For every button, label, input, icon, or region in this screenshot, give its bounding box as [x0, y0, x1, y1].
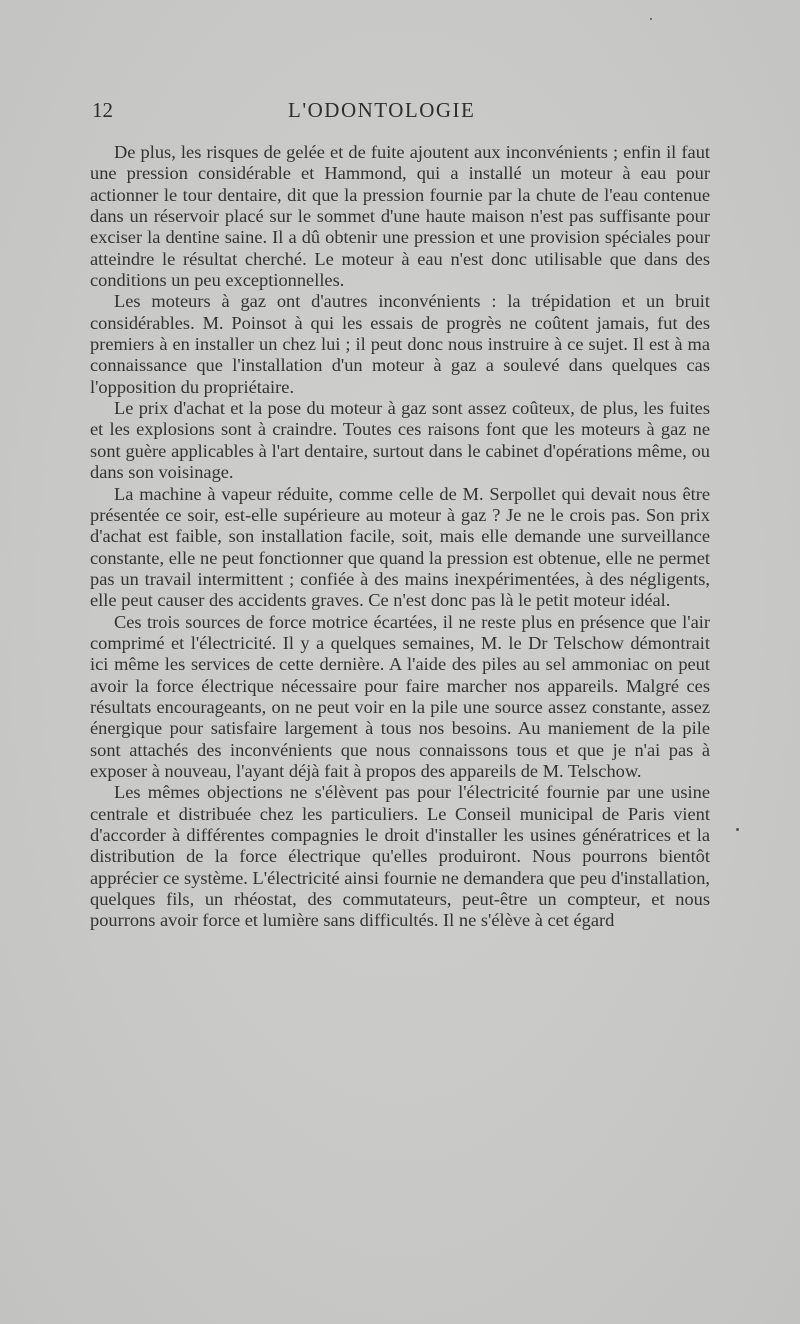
journal-title: L'ODONTOLOGIE — [288, 98, 476, 122]
paragraph-compressed-air-electricity: Ces trois sources de force motrice écartées, il ne reste plus en présence que l'air comprimé et l'électricité. Il y a quelques semaines, M. le Dr Telschow démontrait ici même les services de cette dernière. A l'aide des piles au sel ammoniac on peut avoir la force électrique nécessaire pour faire marcher nos appareils. Malgré ces résultats encourageants, on ne peut voir en la pile une source assez constante, assez énergique pour satisfaire largement à tous nos besoins. Au maniement de la pile sont attachés des inconvénients que nous connaissons tous et que je n'ai pas à exposer à nouveau, l'ayant déjà fait à propos des appareils de M. Telschow. — [90, 611, 710, 781]
paragraph-water-motor: De plus, les risques de gelée et de fuite ajoutent aux inconvénients ; enfin il faut une pression considérable et Hammond, qui a installé un moteur à eau pour actionner le tour dentaire, dit que la pression fournie par la chute de l'eau contenue dans un réservoir placé sur le sommet d'une haute maison n'est pas suffisante pour exciser la dentine saine. Il a dû obtenir une pression et une provision spéciales pour atteindre le résultat cherché. Le moteur à eau n'est donc utilisable que dans des conditions un peu exceptionnelles. — [90, 142, 710, 291]
paragraph-steam-machine: La machine à vapeur réduite, comme celle de M. Serpollet qui devait nous être présentée ce soir, est-elle supérieure au moteur à gaz ? Je ne le crois pas. Son prix d'achat est faible, son installation facile, soit, mais elle demande une surveillance constante, elle ne peut fonctionner que quand la pression est obtenue, elle ne permet pas un travail intermittent ; confiée à des mains inexpérimentées, à des négligents, elle peut causer des accidents graves. Ce n'est donc pas là le petit moteur idéal. — [90, 483, 710, 611]
page-number: 12 — [92, 98, 113, 122]
body-text — [90, 142, 710, 932]
paper-speck — [650, 18, 652, 20]
paper-speck — [736, 828, 739, 831]
running-head — [92, 98, 710, 128]
paragraph-central-electricity: Les mêmes objections ne s'élèvent pas pour l'électricité fournie par une usine centrale et distribuée chez les particuliers. Le Conseil municipal de Paris vient d'accorder à différentes compagnies le droit d'installer les usines génératrices et la distribution de la force électrique qu'elles produiront. Nous pourrons bientôt apprécier ce système. L'électricité ainsi fournie ne demandera que peu d'installation, quelques fils, un rhéostat, des commutateurs, peut-être un compteur, et nous pourrons avoir force et lumière sans difficultés. Il ne s'élève à cet égard — [90, 782, 710, 931]
paragraph-gas-motor-cost: Le prix d'achat et la pose du moteur à gaz sont assez coûteux, de plus, les fuites et les explosions sont à craindre. Toutes ces raisons font que les moteurs à gaz ne sont guère applicables à l'art dentaire, surtout dans le cabinet d'opérations même, ou dans son voisinage. — [90, 398, 710, 483]
paragraph-gas-motor-drawbacks: Les moteurs à gaz ont d'autres inconvénients : la trépidation et un bruit considérables. M. Poinsot à qui les essais de progrès ne coûtent jamais, fut des premiers à en installer un chez lui ; il peut donc nous instruire à ce sujet. Il est à ma connaissance que l'installation d'un moteur à gaz a soulevé dans quelques cas l'opposition du propriétaire. — [90, 291, 710, 397]
